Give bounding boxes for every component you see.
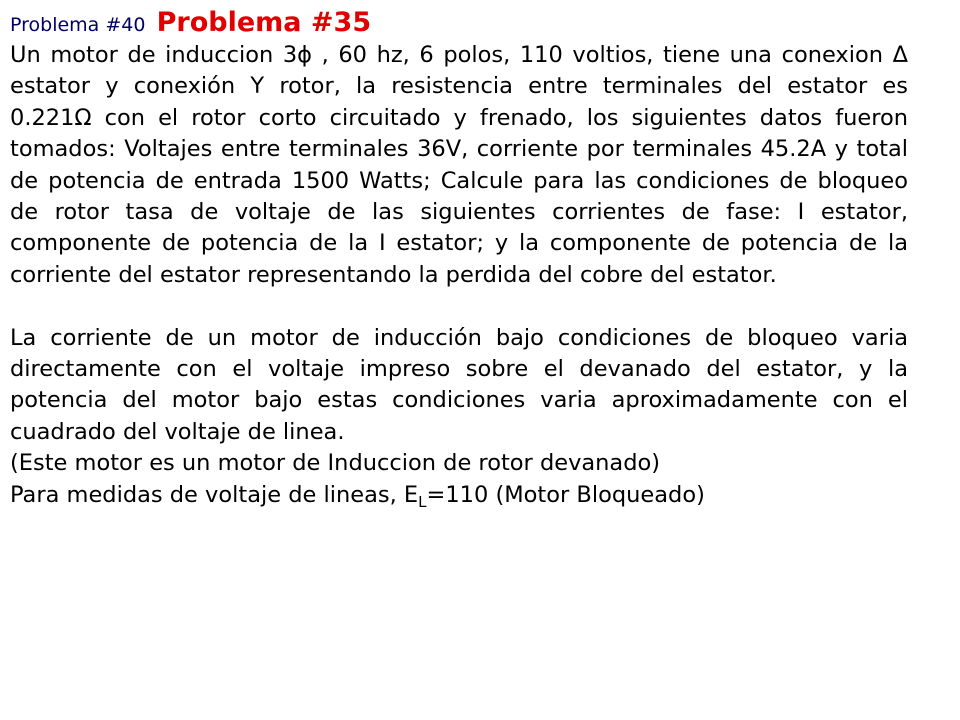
voltage-measure-line [10, 480, 908, 511]
motor-note: (Este motor es un motor de Induccion de rotor devanado) [10, 450, 661, 477]
title-new: Problema #35 [156, 7, 372, 38]
voltage-suffix: =110 (Motor Bloqueado) [426, 481, 705, 508]
slide-content [10, 6, 908, 511]
voltage-prefix: Para medidas de voltaje de lineas, E [10, 481, 419, 508]
explanation-paragraph: La corriente de un motor de inducción bajo condiciones de bloqueo varia directamente con el voltaje impreso sobre el devanado del estator, y la potencia del motor bajo estas condiciones varia aproximadamente con el cuadrado del voltaje de linea. [10, 324, 908, 445]
paragraph-spacer [10, 291, 908, 322]
voltage-subscript: L [418, 492, 427, 511]
title-old: Problema #40 [10, 14, 146, 36]
problem-statement: Un motor de induccion 3ϕ , 60 hz, 6 polos, 110 voltios, tiene una conexion Δ estator y conexión Υ rotor, la resistencia entre terminales del estator es 0.221Ω con el rotor corto circuitado y frenado, los siguientes datos fueron tomados: Voltajes entre terminales 36V, corriente por terminales 45.2A y total de potencia de entrada 1500 Watts; Calcule para las condiciones de bloqueo de rotor tasa de voltaje de las siguientes corrientes de fase: I estator, componente de potencia de la I estator; y la componente de potencia de la corriente del estator representando la perdida del cobre del estator. [10, 42, 908, 288]
slide-title [10, 6, 908, 40]
